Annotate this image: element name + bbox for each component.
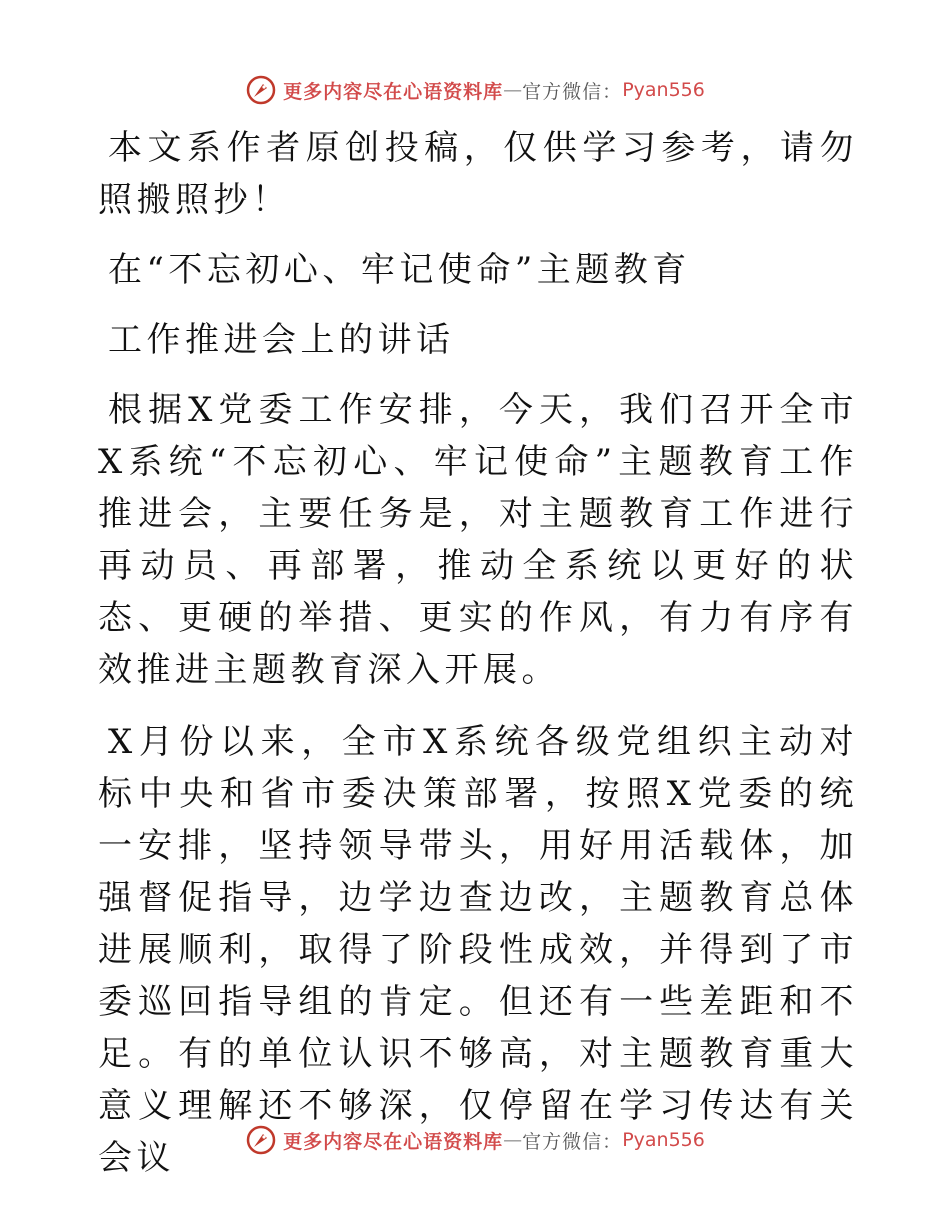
pen-nib-logo-icon (245, 74, 277, 106)
footer-separator: — (503, 1129, 523, 1151)
header-watermark (0, 70, 950, 110)
header-brand: 更多内容尽在心语资料库 (283, 80, 504, 103)
footer-wechat-id: Pyan556 (622, 1129, 705, 1151)
footer-watermark (0, 1120, 950, 1160)
document-body (98, 122, 858, 1184)
header-wechat-id: Pyan556 (622, 79, 705, 101)
title-line-2: 工作推进会上的讲话 (108, 320, 455, 360)
footer-brand: 更多内容尽在心语资料库 (283, 1130, 504, 1153)
footer-wechat-label: 官方微信： (522, 1130, 623, 1153)
paragraph-1: 根据X党委工作安排，今天，我们召开全市X系统“不忘初心、牢记使命”主题教育工作推进会，主要任务是，对主题教育工作进行再动员、再部署，推动全系统以更好的状态、更硬的举措、更实的作风，有力有序有效推进主题教育深入开展。 (98, 390, 858, 690)
copyright-notice: 本文系作者原创投稿，仅供学习参考，请勿照搬照抄！ (98, 128, 858, 220)
header-separator: — (503, 79, 523, 101)
paragraph-2: X月份以来，全市X系统各级党组织主动对标中央和省市委决策部署，按照X党委的统一安排，坚持领导带头，用好用活载体，加强督促指导，边学边查边改，主题教育总体进展顺利，取得了阶段性成效，并得到了市委巡回指导组的肯定。但还有一些差距和不足。有的单位认识不够高，对主题教育重大意义理解还不够深，仅停留在学习传达有关会议 (98, 722, 858, 1178)
header-wechat-label: 官方微信： (522, 80, 623, 103)
pen-nib-logo-icon (245, 1124, 277, 1156)
title-line-1: 在“不忘初心、牢记使命”主题教育 (108, 250, 691, 290)
